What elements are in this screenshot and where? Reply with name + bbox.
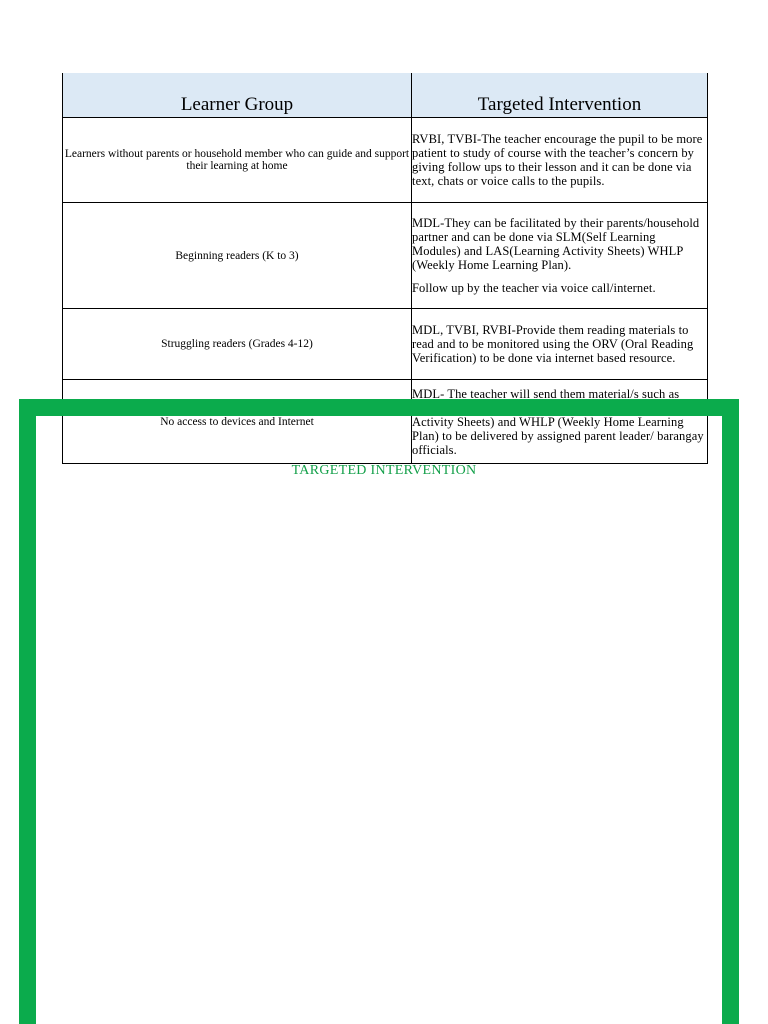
learner-group-cell: Learners without parents or household member who can guide and support their learning at home [63, 118, 412, 203]
table-header-row [63, 73, 708, 118]
table-row [63, 380, 708, 464]
intervention-cell [412, 309, 708, 380]
intervention-cell [412, 118, 708, 203]
intervention-cell [412, 380, 708, 464]
intervention-text: Follow up by the teacher via voice call/internet. [412, 281, 656, 295]
caption-title: TARGETED INTERVENTION [291, 463, 477, 478]
intervention-cell [412, 203, 708, 309]
learner-group-cell: Struggling readers (Grades 4-12) [63, 309, 412, 380]
green-border-frame [19, 399, 739, 1024]
header-learner-group: Learner Group [63, 73, 412, 118]
intervention-text: MDL, TVBI, RVBI-Provide them reading materials to read and to be monitored using the ORV (Oral Reading Verification) to be done via internet based resource. [412, 323, 694, 365]
header-targeted-intervention: Targeted Intervention [412, 73, 708, 118]
table-row [63, 309, 708, 380]
intervention-table [62, 73, 708, 464]
intervention-text: MDL-They can be facilitated by their parents/household partner and can be done via SLM(Self Learning Modules) and LAS(Learning Activity Sheets) WHLP (Weekly Home Learning Plan). [412, 216, 700, 272]
learner-group-cell: No access to devices and Internet [63, 380, 412, 464]
intervention-text: MDL- The teacher will send them material/s such as SLM (Self Learning Modules), LAS (Self Learning Activity Sheets) and WHLP (Weekly Home Learning Plan) to be delivered by assigned parent leader/ barangay officials. [412, 386, 704, 457]
learner-group-cell: Beginning readers (K to 3) [63, 203, 412, 309]
table-row [63, 203, 708, 309]
table-row [63, 118, 708, 203]
intervention-text: RVBI, TVBI-The teacher encourage the pupil to be more patient to study of course with the teacher’s concern by giving follow ups to their lesson and it can be done via text, chats or voice calls to the pupils. [412, 132, 703, 188]
